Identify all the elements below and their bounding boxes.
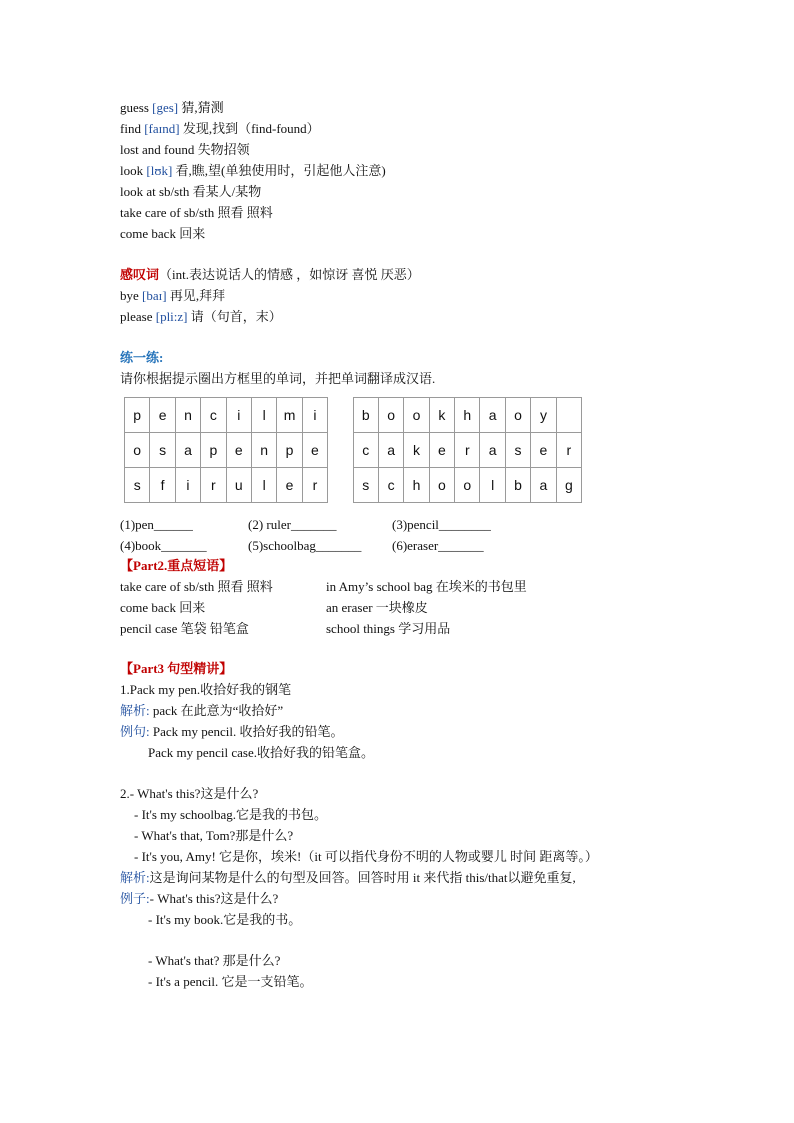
- grid-cell[interactable]: b: [505, 468, 530, 503]
- word: come back: [120, 226, 176, 241]
- grid-cell[interactable]: p: [125, 398, 150, 433]
- grid-cell[interactable]: c: [353, 433, 378, 468]
- grid-cell[interactable]: a: [175, 433, 200, 468]
- grid-cell[interactable]: a: [480, 398, 505, 433]
- vocab-row: [120, 287, 225, 304]
- practice-instruction: 请你根据提示圈出方框里的单词，并把单词翻译成汉语.: [120, 371, 436, 386]
- grid-cell[interactable]: l: [480, 468, 505, 503]
- meaning: 失物招领: [197, 142, 250, 157]
- answer-blank[interactable]: (5)schoolbag_______: [248, 538, 362, 553]
- interjection-heading: [120, 266, 420, 283]
- note: 这是询问某物是什么的句型及回答。回答时用 it 来代指 this/that以避免重复,: [149, 870, 576, 885]
- phrase: come back 回来: [120, 600, 206, 615]
- grid-cell[interactable]: r: [302, 468, 327, 503]
- grid-cell[interactable]: [556, 398, 581, 433]
- grid-cell[interactable]: p: [201, 433, 226, 468]
- word: look: [120, 163, 144, 178]
- meaning: 再见,拜拜: [169, 288, 226, 303]
- grid-cell[interactable]: r: [201, 468, 226, 503]
- vocab-row: [120, 162, 386, 179]
- grid-cell[interactable]: s: [505, 433, 530, 468]
- example: [120, 890, 278, 907]
- phrase: pencil case 笔袋 铅笔盒: [120, 621, 249, 636]
- meaning: 回来: [179, 226, 206, 241]
- analysis: [120, 869, 576, 886]
- word: lost and found: [120, 142, 195, 157]
- example: Pack my pencil case.收拾好我的铅笔盒。: [148, 745, 375, 760]
- grid-cell[interactable]: p: [277, 433, 302, 468]
- phrase: school things 学习用品: [326, 621, 451, 636]
- meaning: 照看 照料: [217, 205, 273, 220]
- phonetic: [baɪ]: [142, 288, 167, 303]
- analysis: [120, 702, 283, 719]
- label: 解析:: [120, 870, 150, 885]
- grid-cell[interactable]: k: [429, 398, 454, 433]
- word-search-grid: [124, 397, 582, 503]
- example: [120, 723, 344, 740]
- grid-cell[interactable]: e: [277, 468, 302, 503]
- answer-blank[interactable]: (6)eraser_______: [392, 538, 484, 553]
- grid-cell[interactable]: o: [455, 468, 480, 503]
- grid-cell[interactable]: e: [429, 433, 454, 468]
- grid-cell[interactable]: i: [226, 398, 251, 433]
- phonetic: [faɪnd]: [144, 121, 180, 136]
- grid-cell[interactable]: e: [150, 398, 175, 433]
- example: - It's my book.它是我的书。: [148, 912, 302, 927]
- sentence: - What's that, Tom?那是什么?: [134, 828, 294, 843]
- grid-row: [125, 468, 582, 503]
- grid-cell[interactable]: [328, 433, 353, 468]
- vocab-row: [120, 183, 261, 200]
- vocab-row: [120, 99, 224, 116]
- section-title: 感叹词: [120, 267, 160, 282]
- phonetic: [lʊk]: [146, 163, 173, 178]
- sentence: - It's my schoolbag.它是我的书包。: [134, 807, 327, 822]
- note: - What's this?这是什么?: [149, 891, 279, 906]
- phrase: take care of sb/sth 照看 照料: [120, 579, 273, 594]
- grid-cell[interactable]: r: [455, 433, 480, 468]
- grid-cell[interactable]: s: [150, 433, 175, 468]
- grid-cell[interactable]: a: [531, 468, 556, 503]
- phonetic: [ges]: [152, 100, 179, 115]
- grid-cell[interactable]: a: [480, 433, 505, 468]
- grid-cell[interactable]: s: [125, 468, 150, 503]
- section-desc: （int.表达说话人的情感 ，如惊讶 喜悦 厌恶）: [159, 267, 420, 282]
- grid-cell[interactable]: o: [505, 398, 530, 433]
- part2-title: 【Part2.重点短语】: [120, 558, 233, 573]
- vocab-row: [120, 120, 320, 137]
- grid-cell[interactable]: s: [353, 468, 378, 503]
- grid-cell[interactable]: m: [277, 398, 302, 433]
- answer-blank[interactable]: (1)pen______: [120, 517, 193, 532]
- grid-cell[interactable]: r: [556, 433, 581, 468]
- grid-cell[interactable]: a: [378, 433, 403, 468]
- vocab-row: [120, 308, 282, 325]
- meaning: 看,瞧,望(单独使用时，引起他人注意): [175, 163, 386, 178]
- word: look at sb/sth: [120, 184, 190, 199]
- practice-title: 练一练:: [120, 350, 164, 365]
- grid-cell[interactable]: e: [302, 433, 327, 468]
- phrase: in Amy’s school bag 在埃米的书包里: [326, 579, 527, 594]
- word: bye: [120, 288, 139, 303]
- vocab-row: [120, 204, 273, 221]
- example: - What's that? 那是什么?: [148, 953, 281, 968]
- grid-cell[interactable]: l: [251, 468, 276, 503]
- example: - It's a pencil. 它是一支铅笔。: [148, 974, 313, 989]
- vocab-row: [120, 225, 205, 242]
- phonetic: [pli:z]: [155, 309, 188, 324]
- grid-cell[interactable]: h: [404, 468, 429, 503]
- sentence: 1.Pack my pen.收拾好我的钢笔: [120, 682, 292, 697]
- answer-blank[interactable]: (2) ruler_______: [248, 517, 337, 532]
- grid-row: [125, 433, 582, 468]
- label: 例子:: [120, 891, 150, 906]
- grid-cell[interactable]: [328, 468, 353, 503]
- grid-cell[interactable]: b: [353, 398, 378, 433]
- grid-cell[interactable]: i: [302, 398, 327, 433]
- grid-cell[interactable]: h: [455, 398, 480, 433]
- grid-cell[interactable]: y: [531, 398, 556, 433]
- grid-cell[interactable]: n: [251, 433, 276, 468]
- grid-cell[interactable]: o: [378, 398, 403, 433]
- grid-cell[interactable]: u: [226, 468, 251, 503]
- grid-cell[interactable]: e: [226, 433, 251, 468]
- note: pack 在此意为“收拾好”: [149, 703, 284, 718]
- word: please: [120, 309, 153, 324]
- meaning: 发现,找到（find-found）: [182, 121, 320, 136]
- vocab-row: [120, 141, 250, 158]
- answer-blank[interactable]: (3)pencil________: [392, 517, 491, 532]
- grid-cell[interactable]: e: [531, 433, 556, 468]
- grid-cell[interactable]: g: [556, 468, 581, 503]
- grid-cell[interactable]: i: [175, 468, 200, 503]
- label: 例句:: [120, 724, 150, 739]
- sentence: - It's you, Amy! 它是你，埃米!（it 可以指代身份不明的人物或婴儿 时间 距离等。）: [134, 849, 598, 864]
- grid-cell[interactable]: [328, 398, 353, 433]
- part3-title: 【Part3 句型精讲】: [120, 661, 233, 676]
- meaning: 看某人/某物: [192, 184, 262, 199]
- grid-row: [125, 398, 582, 433]
- phrase: an eraser 一块橡皮: [326, 600, 428, 615]
- sentence: 2.- What's this?这是什么?: [120, 786, 259, 801]
- answer-blank[interactable]: (4)book_______: [120, 538, 207, 553]
- grid-cell[interactable]: f: [150, 468, 175, 503]
- word: take care of sb/sth: [120, 205, 215, 220]
- note: Pack my pencil. 收拾好我的铅笔。: [149, 724, 344, 739]
- grid-cell[interactable]: c: [378, 468, 403, 503]
- word: guess: [120, 100, 149, 115]
- grid-cell[interactable]: o: [429, 468, 454, 503]
- grid-cell[interactable]: k: [404, 433, 429, 468]
- grid-cell[interactable]: l: [251, 398, 276, 433]
- grid-cell[interactable]: c: [201, 398, 226, 433]
- grid-cell[interactable]: n: [175, 398, 200, 433]
- meaning: 猜,猜测: [181, 100, 224, 115]
- label: 解析:: [120, 703, 150, 718]
- word: find: [120, 121, 141, 136]
- grid-cell[interactable]: o: [404, 398, 429, 433]
- grid-cell[interactable]: o: [125, 433, 150, 468]
- meaning: 请（句首，末）: [190, 309, 282, 324]
